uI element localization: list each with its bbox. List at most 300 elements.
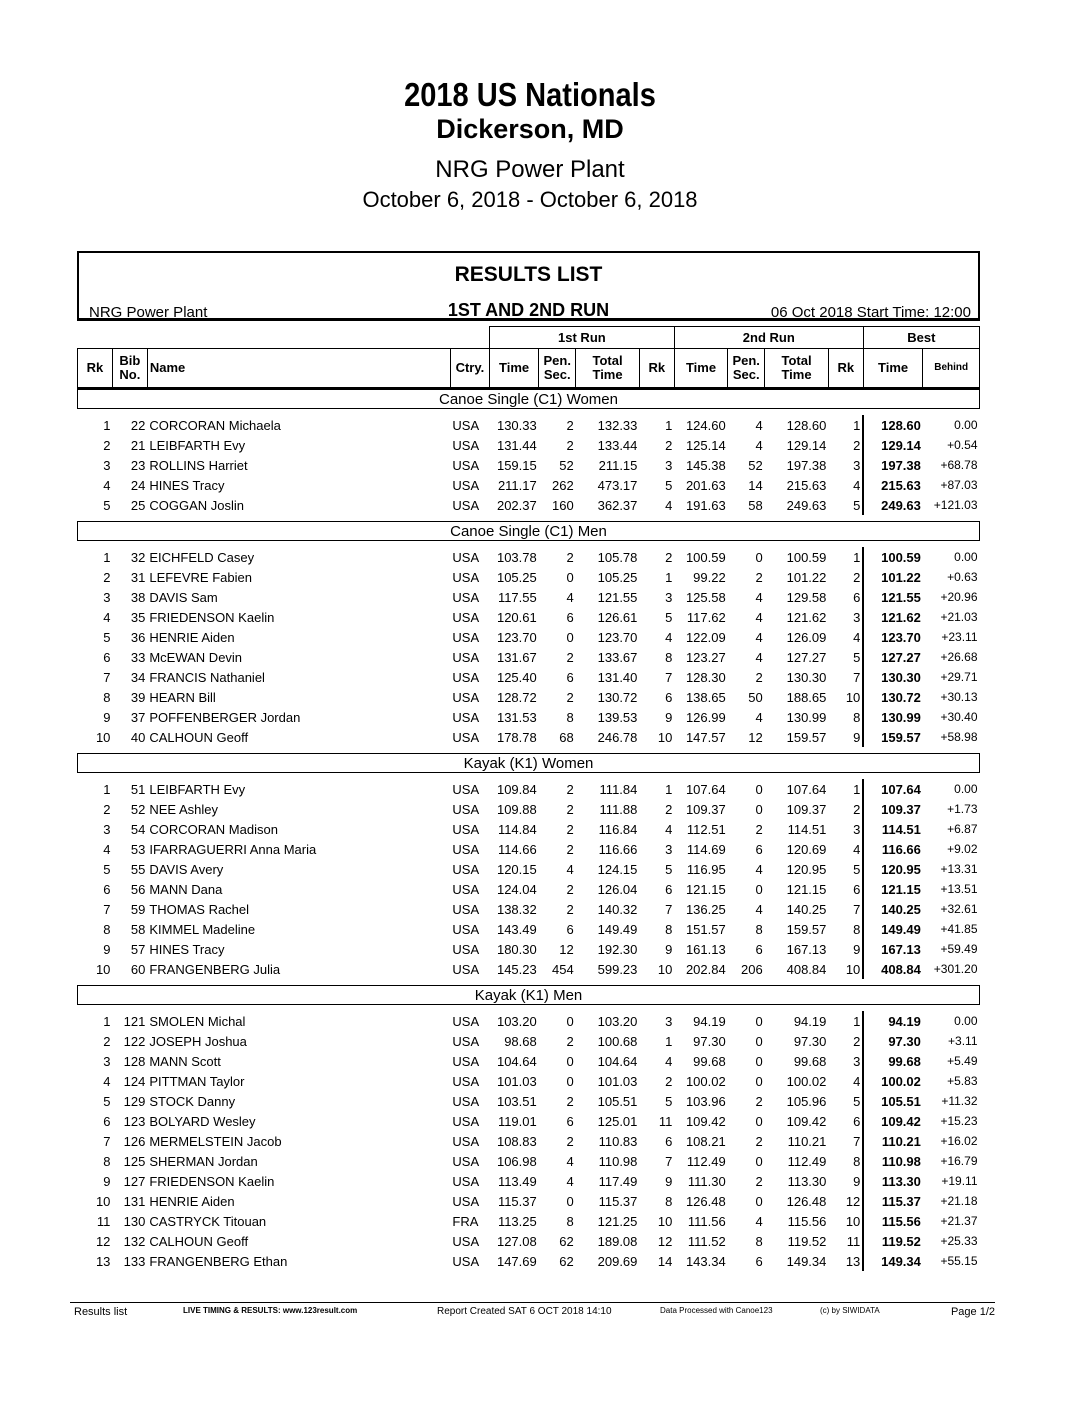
run1-total: 126.04	[597, 881, 638, 897]
country: USA	[452, 1073, 480, 1089]
table-row	[78, 1191, 980, 1211]
run1-pen: 8	[566, 709, 574, 725]
run1-total: 117.49	[598, 1173, 638, 1189]
run2-total: 100.59	[786, 549, 827, 565]
table-row	[78, 495, 980, 515]
section-title: Canoe Single (C1) Men	[78, 522, 980, 541]
behind: +55.15	[940, 1254, 978, 1268]
run1-pen: 0	[566, 569, 574, 585]
bib: 35	[130, 609, 146, 625]
country: USA	[452, 1153, 480, 1169]
run1-rank: 11	[658, 1113, 673, 1129]
athlete-name: CORCORAN Madison	[149, 821, 278, 837]
athlete-name: DAVIS Avery	[149, 861, 224, 877]
best-time: 140.25	[881, 901, 921, 917]
behind: +21.37	[940, 1214, 978, 1228]
table-row	[78, 1251, 980, 1271]
run2-rank: 2	[828, 1031, 863, 1051]
col-ctry: Ctry.	[450, 349, 489, 389]
behind: +23.11	[941, 630, 978, 644]
run1-time: 106.98	[496, 1153, 537, 1169]
run1-time: 131.67	[496, 649, 537, 665]
rank: 1	[103, 417, 111, 433]
run1-pen: 262	[552, 477, 574, 493]
run1-rank: 8	[665, 1193, 673, 1209]
run1-rank: 1	[665, 569, 673, 585]
run1-time: 138.32	[496, 901, 537, 917]
country: USA	[452, 961, 480, 977]
run2-time: 114.69	[686, 841, 726, 857]
country: USA	[452, 1133, 480, 1149]
rank: 8	[103, 1153, 111, 1169]
run1-rank: 2	[665, 437, 673, 453]
table-row	[78, 859, 980, 879]
run2-pen: 4	[755, 709, 763, 725]
run1-rank: 14	[657, 1253, 673, 1269]
athlete-name: FRANGENBERG Ethan	[149, 1253, 288, 1269]
run2-rank: 7	[828, 667, 863, 687]
run1-rank: 4	[665, 629, 673, 645]
bib: 36	[130, 629, 146, 645]
country: USA	[452, 629, 480, 645]
bib: 125	[123, 1153, 146, 1169]
bib: 24	[130, 477, 146, 493]
run2-rank: 8	[828, 919, 863, 939]
table-row	[78, 819, 980, 839]
rank: 5	[103, 629, 111, 645]
table-row	[78, 1211, 980, 1231]
run1-time: 109.88	[496, 801, 537, 817]
run2-pen: 0	[755, 881, 763, 897]
col-run1-total: Total Time	[576, 349, 640, 389]
run2-pen: 2	[755, 669, 763, 685]
run2-pen: 0	[755, 1053, 763, 1069]
bib: 59	[130, 901, 146, 917]
event-title: 2018 US Nationals	[404, 76, 656, 113]
behind: +16.79	[940, 1154, 978, 1168]
section-header	[78, 389, 980, 409]
run1-rank: 3	[665, 841, 673, 857]
country: USA	[452, 589, 480, 605]
bib: 132	[123, 1233, 146, 1249]
col-run1-time: Time	[489, 349, 538, 389]
athlete-name: SHERMAN Jordan	[149, 1153, 258, 1169]
run1-rank: 5	[665, 609, 673, 625]
run2-pen: 206	[740, 961, 763, 977]
rank: 4	[103, 841, 111, 857]
behind: +29.71	[940, 670, 978, 684]
run1-total: 133.67	[597, 649, 638, 665]
bib: 123	[123, 1113, 146, 1129]
table-row	[78, 607, 980, 627]
best-time: 129.14	[881, 437, 921, 453]
run1-time: 147.69	[496, 1253, 537, 1269]
run2-total: 249.63	[786, 497, 827, 513]
run-label: 1ST AND 2ND RUN	[447, 300, 610, 320]
table-row	[78, 1071, 980, 1091]
behind: +16.02	[940, 1134, 978, 1148]
rank: 9	[103, 941, 111, 957]
run2-total: 149.34	[786, 1253, 827, 1269]
country: USA	[452, 497, 480, 513]
run2-pen: 12	[748, 729, 763, 745]
run1-total: 103.20	[597, 1013, 638, 1029]
run2-pen: 0	[755, 1193, 763, 1209]
run2-time: 128.30	[685, 669, 726, 685]
table-row	[78, 779, 980, 799]
rank: 3	[103, 589, 111, 605]
run1-total: 124.15	[597, 861, 638, 877]
athlete-name: HENRIE Aiden	[149, 629, 235, 645]
run2-time: 107.64	[685, 781, 726, 797]
athlete-name: POFFENBERGER Jordan	[149, 709, 301, 725]
behind: 0.00	[954, 1014, 978, 1028]
run1-rank: 4	[665, 497, 673, 513]
run1-rank: 3	[665, 1013, 673, 1029]
behind: +30.13	[940, 690, 978, 704]
behind: +20.96	[940, 590, 978, 604]
run2-pen: 4	[755, 1213, 763, 1229]
athlete-name: NEE Ashley	[149, 801, 218, 817]
run2-pen: 6	[755, 941, 763, 957]
run2-pen: 8	[755, 1233, 763, 1249]
run2-total: 107.64	[786, 781, 827, 797]
best-time: 115.56	[881, 1213, 921, 1229]
run2-total: 126.09	[786, 629, 827, 645]
run2-time: 121.15	[685, 881, 726, 897]
run2-total: 120.95	[786, 861, 827, 877]
table-row	[78, 707, 980, 727]
run2-rank: 1	[828, 779, 863, 799]
table-row	[78, 415, 980, 435]
best-time: 94.19	[888, 1013, 921, 1029]
run2-total: 215.63	[786, 477, 827, 493]
run1-total: 105.51	[597, 1093, 638, 1109]
bib: 38	[130, 589, 146, 605]
run1-rank: 8	[665, 921, 673, 937]
run1-pen: 4	[566, 1173, 574, 1189]
table-row	[78, 435, 980, 455]
run2-time: 100.02	[685, 1073, 726, 1089]
run1-pen: 4	[566, 589, 574, 605]
run2-time: 111.30	[687, 1173, 726, 1189]
run2-rank: 4	[828, 627, 863, 647]
group-header-run2: 2nd Run	[674, 327, 863, 349]
run2-time: 111.56	[687, 1213, 726, 1229]
best-time: 128.60	[881, 417, 921, 433]
table-row	[78, 1171, 980, 1191]
best-time: 197.38	[881, 457, 921, 473]
table-row	[78, 1031, 980, 1051]
run1-pen: 0	[566, 1053, 574, 1069]
run2-time: 103.96	[685, 1093, 726, 1109]
bib: 54	[130, 821, 146, 837]
run2-total: 121.62	[786, 609, 827, 625]
footer-live-link[interactable]: LIVE TIMING & RESULTS: www.123result.com	[183, 1306, 358, 1315]
bib: 128	[123, 1053, 146, 1069]
athlete-name: MERMELSTEIN Jacob	[149, 1133, 282, 1149]
run1-pen: 62	[559, 1233, 574, 1249]
run1-rank: 7	[665, 669, 673, 685]
best-time: 115.37	[881, 1193, 921, 1209]
run2-time: 161.13	[685, 941, 726, 957]
run2-pen: 0	[755, 781, 763, 797]
run1-pen: 68	[559, 729, 574, 745]
run2-pen: 4	[755, 629, 763, 645]
rank: 10	[95, 961, 111, 977]
run2-total: 94.19	[793, 1013, 827, 1029]
run1-time: 125.40	[496, 669, 537, 685]
athlete-name: STOCK Danny	[149, 1093, 236, 1109]
event-location: Dickerson, MD	[436, 114, 624, 144]
athlete-name: LEFEVRE Fabien	[149, 569, 252, 585]
run2-pen: 0	[755, 1033, 763, 1049]
rank: 4	[103, 609, 111, 625]
behind: +58.98	[940, 730, 978, 744]
best-time: 119.52	[881, 1233, 921, 1249]
run1-rank: 7	[665, 1153, 673, 1169]
best-time: 130.99	[881, 709, 921, 725]
best-time: 121.62	[881, 609, 921, 625]
run2-time: 201.63	[685, 477, 726, 493]
athlete-name: HINES Tracy	[149, 941, 225, 957]
run2-total: 197.38	[786, 457, 827, 473]
best-time: 159.57	[881, 729, 921, 745]
behind: 0.00	[954, 418, 978, 432]
rank: 3	[103, 1053, 111, 1069]
date-start-time: 06 Oct 2018 Start Time: 12:00	[770, 304, 971, 321]
run2-pen: 0	[755, 801, 763, 817]
run2-total: 130.99	[786, 709, 827, 725]
rank: 2	[103, 1033, 111, 1049]
run2-total: 119.52	[787, 1233, 827, 1249]
bib: 130	[123, 1213, 146, 1229]
athlete-name: McEWAN Devin	[149, 649, 243, 665]
best-time: 127.27	[881, 649, 921, 665]
country: USA	[452, 477, 480, 493]
run2-total: 109.42	[786, 1113, 827, 1129]
country: USA	[452, 881, 480, 897]
run1-time: 109.84	[496, 781, 537, 797]
behind: +59.49	[940, 942, 978, 956]
best-time: 110.98	[881, 1153, 921, 1169]
country: USA	[452, 1173, 480, 1189]
rank: 6	[103, 649, 111, 665]
table-row	[78, 1231, 980, 1251]
run1-rank: 9	[665, 1173, 673, 1189]
behind: 0.00	[954, 550, 978, 564]
col-run1-rk: Rk	[639, 349, 674, 389]
run2-time: 125.14	[685, 437, 726, 453]
table-row	[78, 1131, 980, 1151]
bib: 121	[123, 1013, 146, 1029]
run1-total: 131.40	[597, 669, 638, 685]
run2-total: 105.96	[786, 1093, 827, 1109]
best-time: 116.66	[881, 841, 921, 857]
bib: 21	[130, 437, 146, 453]
country: USA	[452, 861, 480, 877]
rank: 12	[95, 1233, 111, 1249]
behind: +25.33	[940, 1234, 978, 1248]
run2-rank: 5	[828, 647, 863, 667]
athlete-name: EICHFELD Casey	[149, 549, 255, 565]
country: USA	[452, 549, 480, 565]
table-row	[78, 667, 980, 687]
footer-created: Report Created SAT 6 OCT 2018 14:10	[437, 1306, 612, 1317]
run1-time: 130.33	[496, 417, 537, 433]
run2-time: 136.25	[685, 901, 726, 917]
run2-total: 159.57	[786, 921, 827, 937]
best-time: 123.70	[881, 629, 921, 645]
col-best-time: Time	[863, 349, 923, 389]
run1-rank: 10	[657, 961, 673, 977]
bib: 31	[130, 569, 146, 585]
rank: 1	[103, 1013, 111, 1029]
table-row	[78, 627, 980, 647]
run1-total: 100.68	[597, 1033, 638, 1049]
country: USA	[452, 1113, 480, 1129]
run1-pen: 2	[566, 901, 574, 917]
behind: +32.61	[940, 902, 978, 916]
athlete-name: FRANCIS Nathaniel	[149, 669, 265, 685]
run2-time: 125.58	[685, 589, 726, 605]
behind: +5.49	[947, 1054, 978, 1068]
best-time: 130.30	[881, 669, 921, 685]
results-header-box	[77, 251, 980, 321]
run2-time: 116.95	[686, 861, 726, 877]
table-row	[78, 1111, 980, 1131]
run1-time: 114.84	[497, 821, 537, 837]
run1-total: 115.37	[598, 1193, 638, 1209]
event-venue: NRG Power Plant	[435, 156, 625, 183]
table-row	[78, 939, 980, 959]
run2-total: 128.60	[786, 417, 827, 433]
run2-pen: 4	[755, 649, 763, 665]
athlete-name: SMOLEN Michal	[149, 1013, 246, 1029]
run1-rank: 5	[665, 1093, 673, 1109]
athlete-name: BOLYARD Wesley	[149, 1113, 256, 1129]
run1-total: 599.23	[597, 961, 638, 977]
country: USA	[452, 941, 480, 957]
rank: 7	[103, 1133, 111, 1149]
run2-pen: 4	[755, 901, 763, 917]
best-time: 130.72	[881, 689, 921, 705]
run1-total: 149.49	[597, 921, 638, 937]
run1-time: 98.68	[504, 1033, 537, 1049]
run2-time: 147.57	[685, 729, 726, 745]
behind: +301.20	[933, 962, 978, 976]
run2-time: 123.27	[685, 649, 726, 665]
run1-pen: 2	[566, 1093, 574, 1109]
best-time: 99.68	[888, 1053, 921, 1069]
run2-time: 124.60	[685, 417, 726, 433]
run1-pen: 8	[566, 1213, 574, 1229]
run2-time: 109.42	[685, 1113, 726, 1129]
rank: 9	[103, 709, 111, 725]
athlete-name: COGGAN Joslin	[149, 497, 244, 513]
run2-rank: 4	[828, 475, 863, 495]
box-venue: NRG Power Plant	[89, 304, 208, 321]
behind: +30.40	[940, 710, 978, 724]
country: USA	[452, 781, 480, 797]
table-row	[78, 727, 980, 747]
col-rk: Rk	[78, 349, 113, 389]
run1-total: 473.17	[597, 477, 638, 493]
bib: 131	[123, 1193, 146, 1209]
run2-rank: 2	[828, 799, 863, 819]
results-list-title: RESULTS LIST	[454, 263, 603, 286]
run1-total: 104.64	[597, 1053, 638, 1069]
best-time: 249.63	[881, 497, 921, 513]
run1-total: 116.66	[598, 841, 638, 857]
run2-total: 129.14	[786, 437, 827, 453]
table-row	[78, 959, 980, 979]
athlete-name: THOMAS Rachel	[149, 901, 250, 917]
run1-time: 115.37	[497, 1193, 537, 1209]
best-time: 113.30	[881, 1173, 921, 1189]
run2-rank: 1	[828, 1011, 863, 1031]
run1-rank: 2	[665, 1073, 673, 1089]
behind: +9.02	[947, 842, 978, 856]
rank: 4	[103, 477, 111, 493]
run2-pen: 2	[755, 1173, 763, 1189]
behind: +21.18	[940, 1194, 978, 1208]
rank: 7	[103, 901, 111, 917]
rank: 3	[103, 457, 111, 473]
country: USA	[452, 609, 480, 625]
run2-time: 99.22	[693, 569, 726, 585]
rank: 5	[103, 1093, 111, 1109]
country: USA	[452, 1013, 480, 1029]
rank: 5	[103, 861, 111, 877]
run2-total: 127.27	[786, 649, 827, 665]
bib: 25	[130, 497, 146, 513]
run2-time: 112.49	[686, 1153, 726, 1169]
best-time: 100.59	[881, 549, 921, 565]
bib: 129	[123, 1093, 146, 1109]
bib: 57	[130, 941, 146, 957]
run2-rank: 6	[828, 1111, 863, 1131]
run1-rank: 6	[665, 1133, 673, 1149]
table-row	[78, 475, 980, 495]
section-header	[78, 522, 980, 541]
behind: +3.11	[948, 1034, 978, 1048]
best-time: 109.37	[881, 801, 921, 817]
run1-rank: 9	[665, 941, 673, 957]
run2-time: 111.52	[687, 1233, 726, 1249]
best-time: 149.49	[881, 921, 921, 937]
run2-pen: 2	[755, 821, 763, 837]
run2-time: 143.34	[685, 1253, 726, 1269]
athlete-name: FRIEDENSON Kaelin	[149, 609, 275, 625]
run1-time: 127.08	[496, 1233, 537, 1249]
best-time: 100.02	[881, 1073, 921, 1089]
country: USA	[452, 1193, 480, 1209]
run1-rank: 7	[665, 901, 673, 917]
athlete-name: FRIEDENSON Kaelin	[149, 1173, 275, 1189]
run2-pen: 0	[755, 1073, 763, 1089]
run1-pen: 52	[559, 457, 574, 473]
run2-rank: 4	[828, 1071, 863, 1091]
best-time: 408.84	[881, 961, 921, 977]
best-time: 120.95	[881, 861, 921, 877]
run2-rank: 5	[828, 495, 863, 515]
table-row	[78, 1091, 980, 1111]
rank: 7	[103, 669, 111, 685]
rank: 1	[103, 781, 111, 797]
country: USA	[452, 1253, 480, 1269]
table-row	[78, 1051, 980, 1071]
